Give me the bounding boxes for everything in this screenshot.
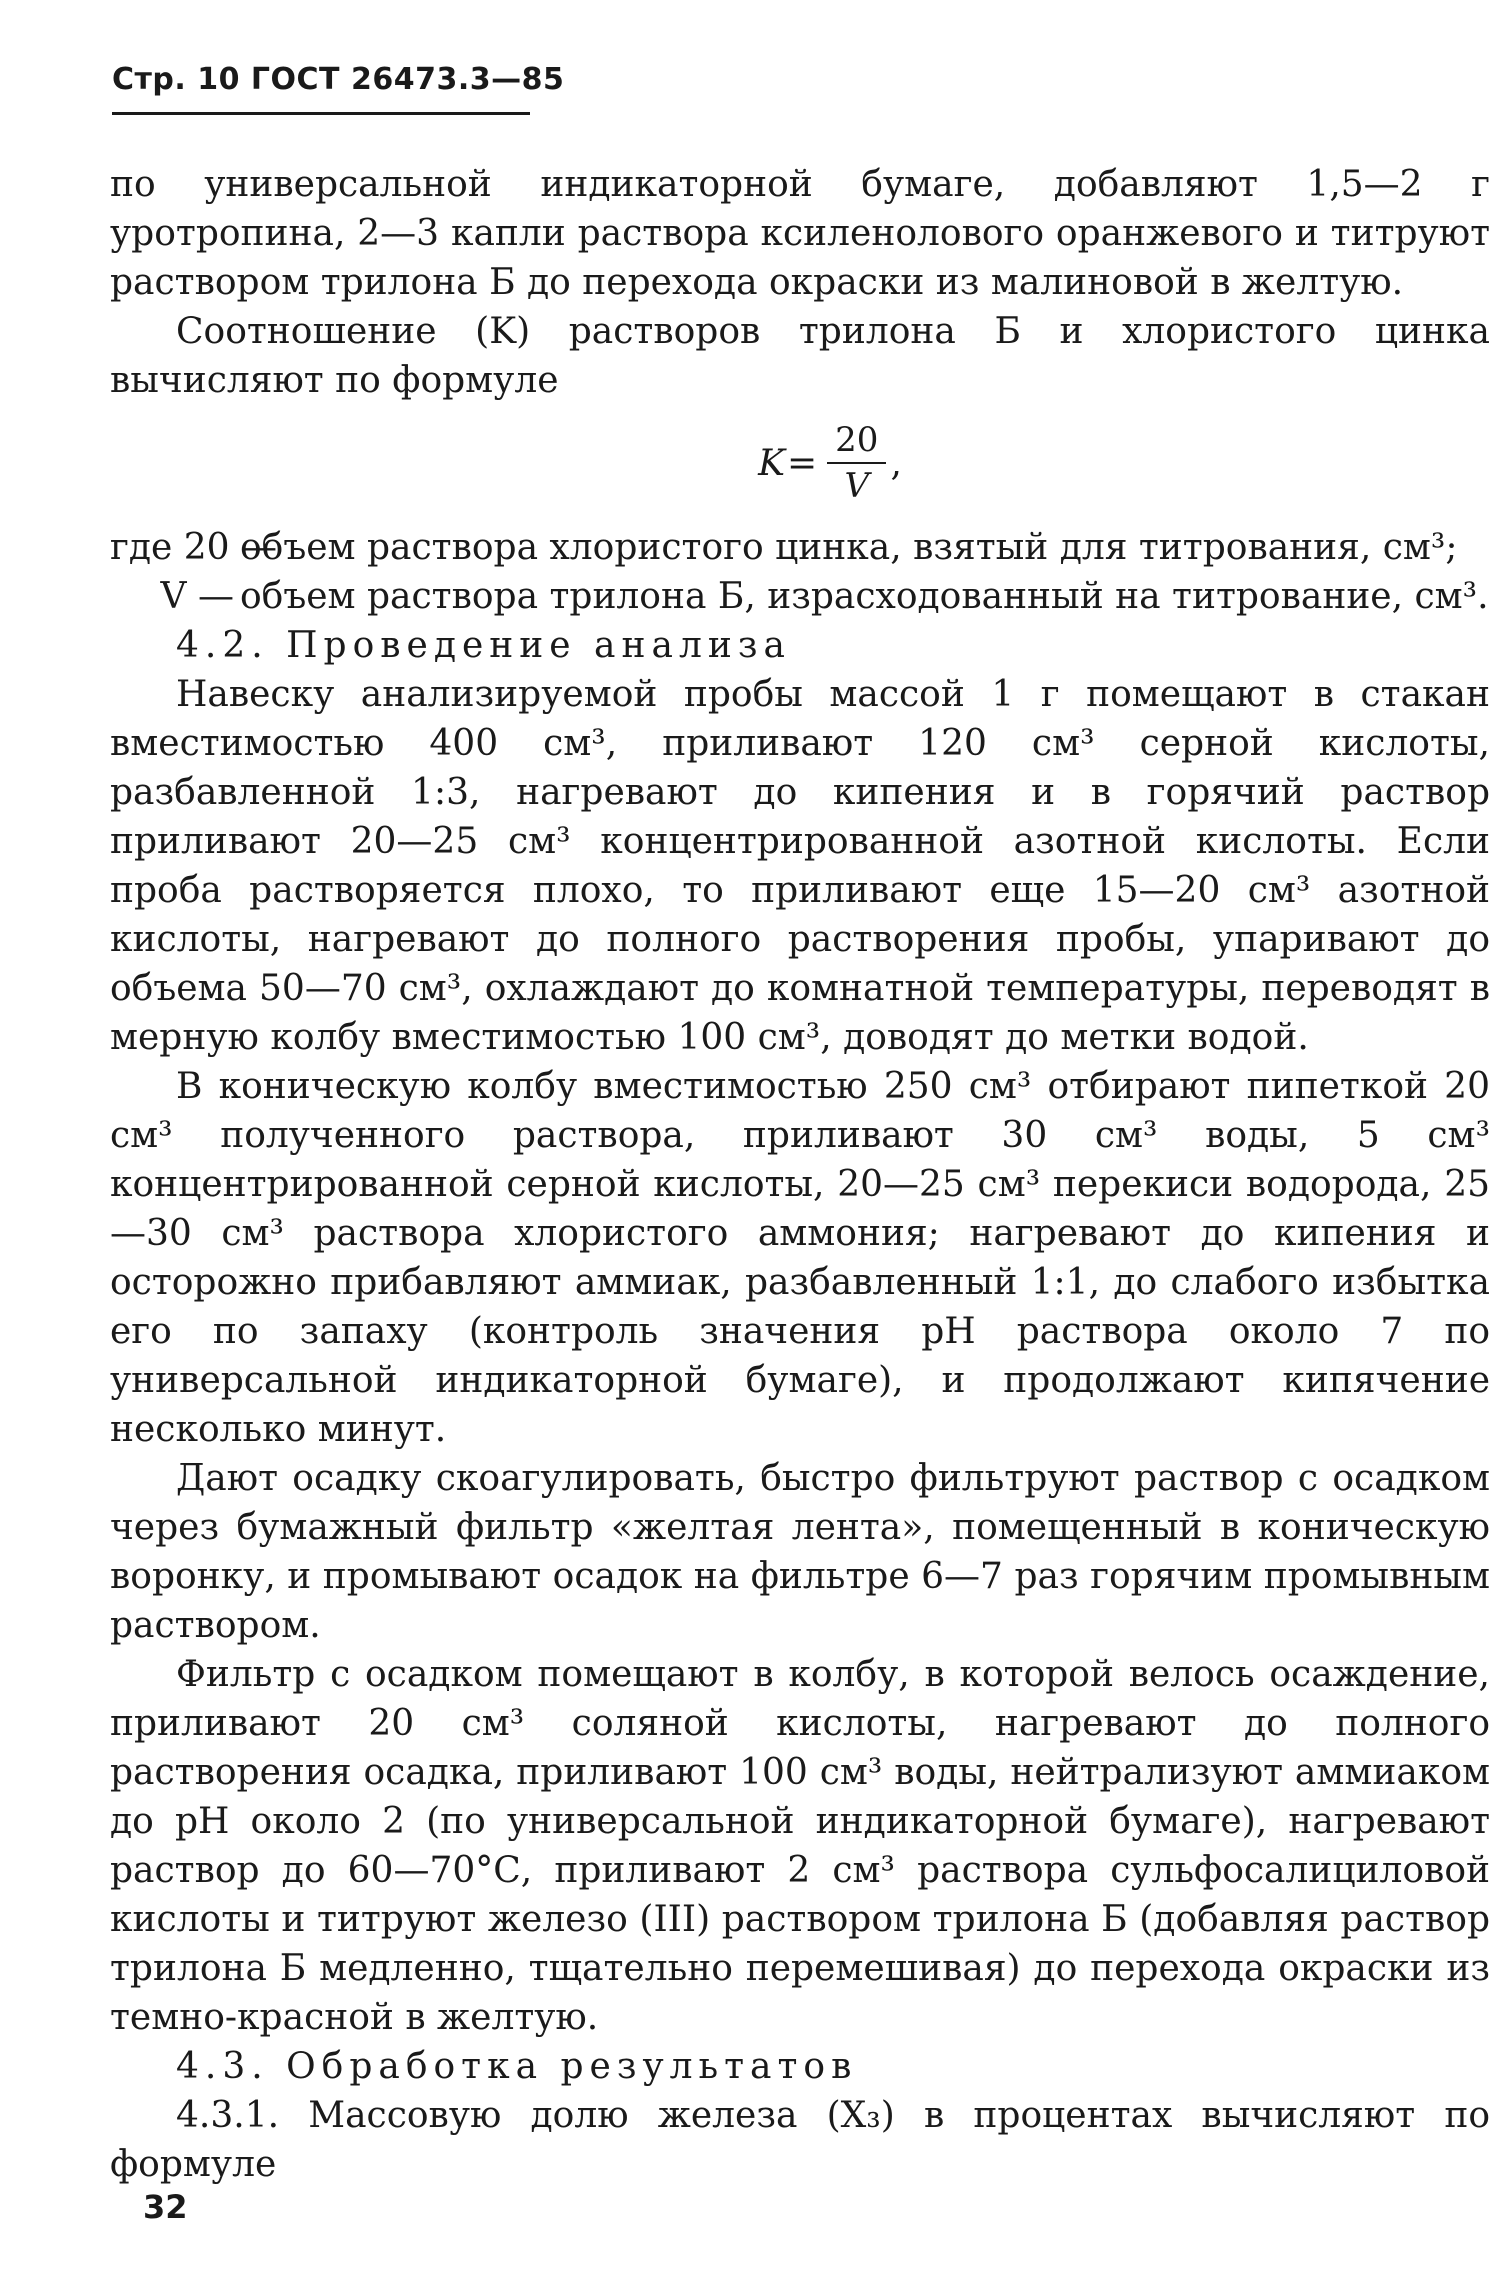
page-number: 32 xyxy=(143,2188,188,2226)
paragraph-4-3-1: 4.3.1. Массовую долю железа (X₃) в процентах вычисляют по формуле xyxy=(110,2095,1490,2185)
formula-k xyxy=(110,407,1490,519)
formula-denominator: V xyxy=(844,466,870,506)
legend-definition-20: объем раствора хлористого цинка, взятый для титрования, см³; xyxy=(240,527,1458,568)
formula-trail: , xyxy=(890,442,902,484)
page-header: Стр. 10 ГОСТ 26473.3—85 xyxy=(112,62,565,97)
paragraph-4-2-sample: Навеску анализируемой пробы массой 1 г помещают в стакан вместимостью 400 см³, приливают 120 см³ серной кислоты, разбавленной 1:3, нагревают до кипения и в горячий раствор приливают 20—25 см³ концентрированной азотной кислоты. Если проба растворяется плохо, то приливают еще 15—20 см³ азотной кислоты, нагревают до полного растворения пробы, упаривают до объема 50—70 см³, охлаждают до комнатной температуры, переводят в мерную колбу вместимостью 100 см³, доводят до метки водой. xyxy=(110,674,1490,1058)
paragraph-continuation: по универсальной индикаторной бумаге, добавляют 1,5—2 г уротропина, 2—3 капли раствора ксиленолового оранжевого и титруют раствором трилона Б до перехода окраски из малиновой в желтую. xyxy=(110,164,1490,303)
legend-symbol-20: где 20 — xyxy=(110,527,278,568)
formula-fraction xyxy=(827,420,886,506)
legend-definition-v: объем раствора трилона Б, израсходованный на титрование, см³. xyxy=(240,576,1489,617)
formula-legend xyxy=(110,523,1490,621)
paragraph-ratio: Соотношение (K) растворов трилона Б и хлористого цинка вычисляют по формуле xyxy=(110,311,1490,401)
section-title-4-2: 4.2. Проведение анализа xyxy=(176,625,791,666)
header-rule xyxy=(112,112,530,115)
paragraph-4-2-titration-prep: В коническую колбу вместимостью 250 см³ отбирают пипеткой 20 см³ полученного раствора, приливают 30 см³ воды, 5 см³ концентрированной серной кислоты, 20—25 см³ перекиси водорода, 25—30 см³ раствора хлористого аммония; нагревают до кипения и осторожно прибавляют аммиак, разбавленный 1:1, до слабого избытка его по запаху (контроль значения pH раствора около 7 по универсальной индикаторной бумаге), и продолжают кипячение несколько минут. xyxy=(110,1066,1490,1450)
document-body xyxy=(110,160,1490,2189)
legend-symbol-v: V — xyxy=(160,576,234,617)
paragraph-4-2-filtering: Дают осадку скоагулировать, быстро фильтруют раствор с осадком через бумажный фильтр «желтая лента», помещенный в коническую воронку, и промывают осадок на фильтре 6—7 раз горячим промывным раствором. xyxy=(110,1458,1490,1646)
formula-equals: = xyxy=(787,442,818,484)
section-title-4-3: 4.3. Обработка результатов xyxy=(176,2046,858,2087)
formula-lhs: K xyxy=(758,442,785,484)
formula-numerator: 20 xyxy=(827,420,886,464)
paragraph-4-2-titration: Фильтр с осадком помещают в колбу, в которой велось осаждение, приливают 20 см³ соляной кислоты, нагревают до полного растворения осадка, приливают 100 см³ воды, нейтрализуют аммиаком до pH около 2 (по универсальной индикаторной бумаге), нагревают раствор до 60—70°С, приливают 2 см³ раствора сульфосалициловой кислоты и титруют железо (III) раствором трилона Б (добавляя раствор трилона Б медленно, тщательно перемешивая) до перехода окраски из темно-красной в желтую. xyxy=(110,1654,1490,2038)
